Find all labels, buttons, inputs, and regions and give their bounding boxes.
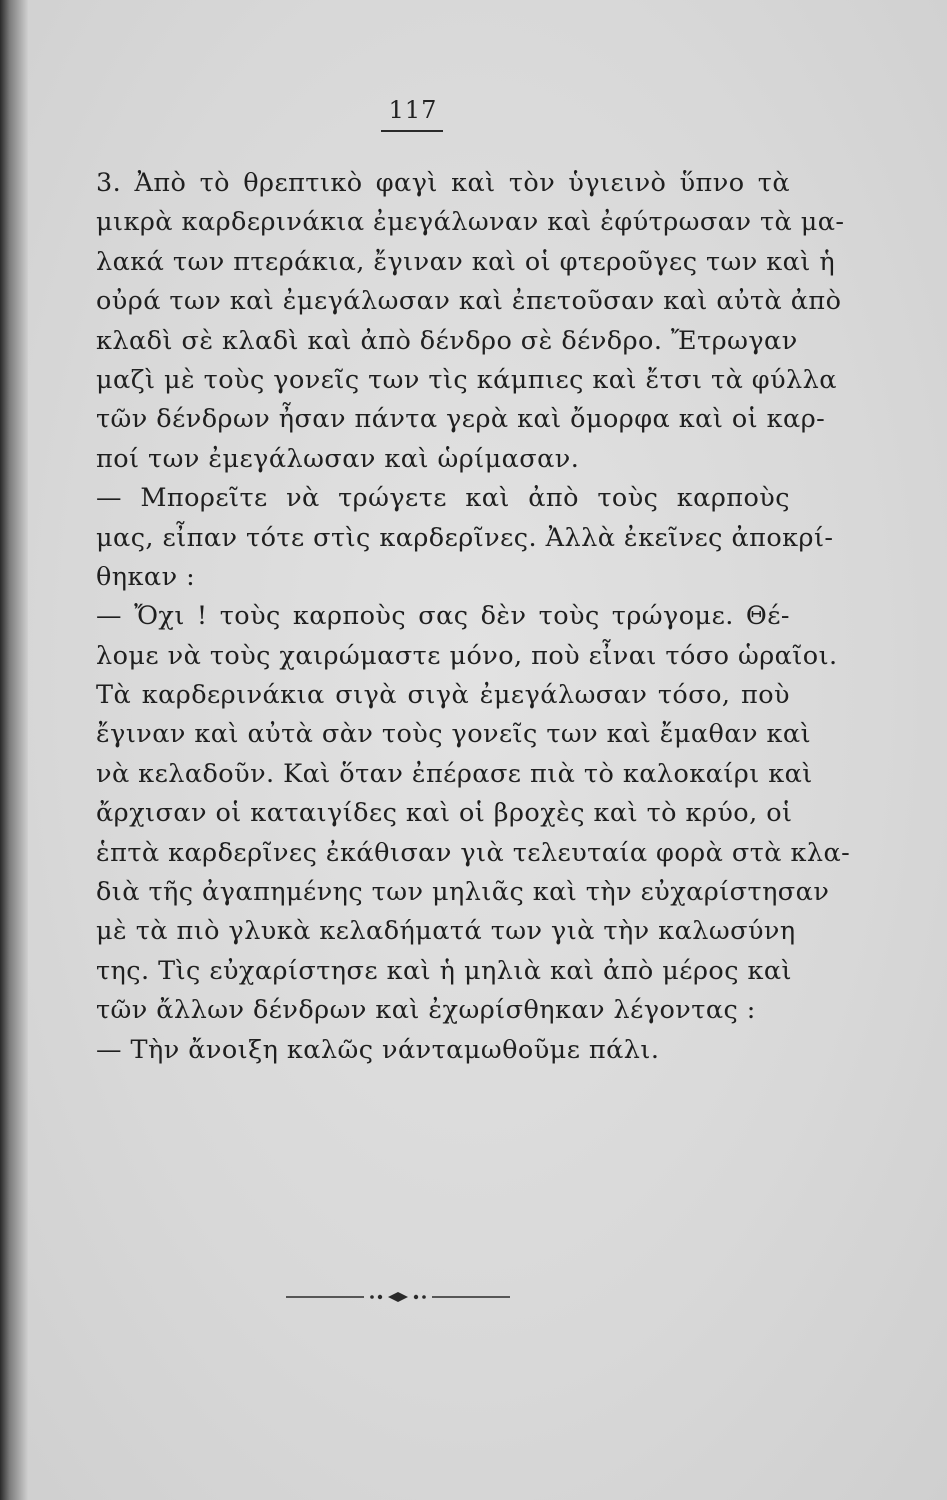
text-line: της. Τὶς εὐχαρίστησε καὶ ἡ μηλιὰ καὶ ἀπὸ μέρος καὶ [96,955,793,986]
page-binding-shadow [0,0,28,1500]
page-number-underline [381,130,443,132]
page-number: 117 [388,96,438,124]
text-line: λομε νὰ τοὺς χαιρώμαστε μόνο, ποὺ εἶναι τόσο ὡραῖοι. [96,640,838,671]
text-line: λακά των πτεράκια, ἔγιναν καὶ οἱ φτεροῦγες των καὶ ἡ [96,246,836,277]
text-line: ἔγιναν καὶ αὐτὰ σὰν τοὺς γονεῖς των καὶ ἔμαθαν καὶ [96,719,812,750]
text-line: διὰ τῆς ἀγαπημένης των μηλιᾶς καὶ τὴν εὐχαρίστησαν [96,877,830,908]
text-line: τῶν ἄλλων δένδρων καὶ ἐχωρίσθηκαν λέγοντας : [96,995,756,1026]
text-line: ποί των ἐμεγάλωσαν καὶ ὡρίμασαν. [96,443,580,474]
text-line: — Ὄχι ! τοὺς καρποὺς σας δὲν τοὺς τρώγομε. Θέ- [96,601,790,632]
text-line: — Τὴν ἄνοιξη καλῶς νάνταμωθοῦμε πάλι. [96,1034,660,1065]
text-line: ἄρχισαν οἱ καταιγίδες καὶ οἱ βροχὲς καὶ τὸ κρύο, οἱ [96,798,793,829]
text-line: τῶν δένδρων ἦσαν πάντα γερὰ καὶ ὄμορφα καὶ οἱ καρ- [96,404,826,435]
body-text [96,164,851,1070]
text-line: μὲ τὰ πιὸ γλυκὰ κελαδήματά των γιὰ τὴν καλωσύνη [96,916,796,947]
text-line: μας, εἶπαν τότε στὶς καρδερῖνες. Ἀλλὰ ἐκεῖνες ἀποκρί- [96,522,834,553]
text-line: Τὰ καρδερινάκια σιγὰ σιγὰ ἐμεγάλωσαν τόσο, ποὺ [96,680,790,711]
text-line: θηκαν : [96,561,196,592]
text-line: κλαδὶ σὲ κλαδὶ καὶ ἀπὸ δένδρο σὲ δένδρο. Ἔτρωγαν [96,325,798,356]
text-line: μικρὰ καρδερινάκια ἐμεγάλωναν καὶ ἐφύτρωσαν τὰ μα- [96,207,845,238]
text-line: μαζὶ μὲ τοὺς γονεῖς των τὶς κάμπιες καὶ ἔτσι τὰ φύλλα [96,364,837,395]
text-line: οὐρά των καὶ ἐμεγάλωσαν καὶ ἐπετοῦσαν καὶ αὐτὰ ἀπὸ [96,286,842,317]
text-line: νὰ κελαδοῦν. Καὶ ὅταν ἐπέρασε πιὰ τὸ καλοκαίρι καὶ [96,758,813,789]
text-line: — Μπορεῖτε νὰ τρώγετε καὶ ἀπὸ τοὺς καρποὺς [96,483,790,514]
end-ornament-icon [286,1290,510,1304]
text-line: ἑπτὰ καρδερῖνες ἐκάθισαν γιὰ τελευταία φορὰ στὰ κλα- [96,837,851,868]
text-line: 3. Ἀπὸ τὸ θρεπτικὸ φαγὶ καὶ τὸν ὑγιεινὸ ὕπνο τὰ [96,168,790,198]
